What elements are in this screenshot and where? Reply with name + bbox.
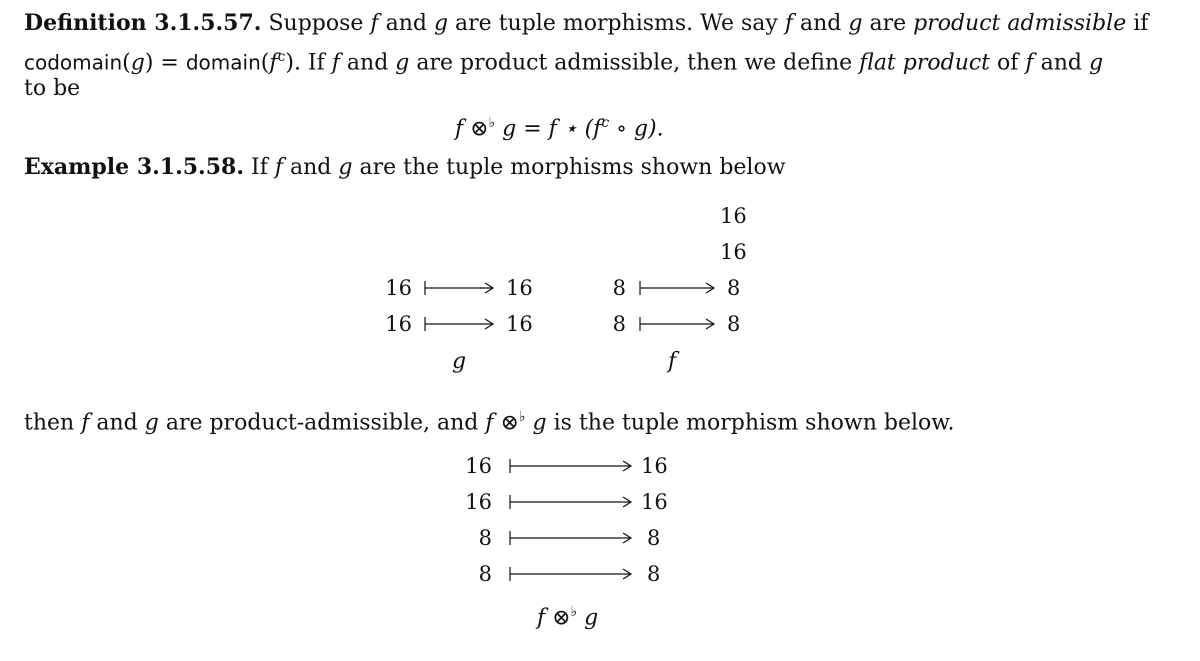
product-codomain-3: 8 xyxy=(647,526,661,550)
f-codomain-2: 8 xyxy=(727,312,741,336)
f-arrow-1 xyxy=(640,281,714,295)
product-codomain-2: 16 xyxy=(641,490,668,514)
f-domain-2: 8 xyxy=(612,312,626,336)
product-domain-3: 8 xyxy=(478,526,492,550)
product-arrow-2 xyxy=(510,495,631,509)
term-flat-product: flat product xyxy=(859,50,991,76)
f-morphism-label: f xyxy=(668,349,677,374)
product-arrow-1 xyxy=(510,459,631,473)
then-line: then f and g are product-admissible, and f ⊗♭ g is the tuple morphism shown below. xyxy=(24,409,955,436)
product-codomain-4: 8 xyxy=(647,562,661,586)
g-morphism-label: g xyxy=(452,349,467,374)
product-domain-2: 16 xyxy=(465,490,492,514)
g-arrow-1 xyxy=(425,281,493,295)
g-arrow-2 xyxy=(425,317,493,331)
definition-line-3: to be xyxy=(24,76,81,101)
g-codomain-1: 16 xyxy=(506,276,533,300)
example-label: Example 3.1.5.58. xyxy=(24,154,244,180)
f-codomain-extra-2: 16 xyxy=(720,240,747,264)
example-line: Example 3.1.5.58. If f and g are the tuple morphisms shown below xyxy=(24,154,786,180)
definition-line-2: codomain(g) = $domain(f^c)$. If f and g are product admissible, then we define flat product of f and g xyxy=(24,49,1104,76)
f-domain-1: 8 xyxy=(612,276,626,300)
product-arrow-3 xyxy=(510,531,631,545)
product-domain-4: 8 xyxy=(478,562,492,586)
definition-line-1: Definition 3.1.5.57. Suppose f and g are tuple morphisms. We say f and g are product admissible if xyxy=(24,10,1149,36)
product-arrow-4 xyxy=(510,567,631,581)
g-domain-1: 16 xyxy=(385,276,412,300)
f-codomain-extra-1: 16 xyxy=(720,204,747,228)
term-product-admissible: product admissible xyxy=(913,11,1127,36)
g-codomain-2: 16 xyxy=(506,312,533,336)
product-morphism-label: f ⊗♭ g xyxy=(537,604,599,631)
product-codomain-1: 16 xyxy=(641,454,668,478)
product-domain-1: 16 xyxy=(465,454,492,478)
definition-label: Definition 3.1.5.57. xyxy=(24,10,262,36)
f-arrow-2 xyxy=(640,317,714,331)
flat-product-formula: f ⊗♭ g = f ⋆ ($f^c$ ∘ g). xyxy=(455,115,664,142)
f-codomain-1: 8 xyxy=(727,276,741,300)
g-domain-2: 16 xyxy=(385,312,412,336)
